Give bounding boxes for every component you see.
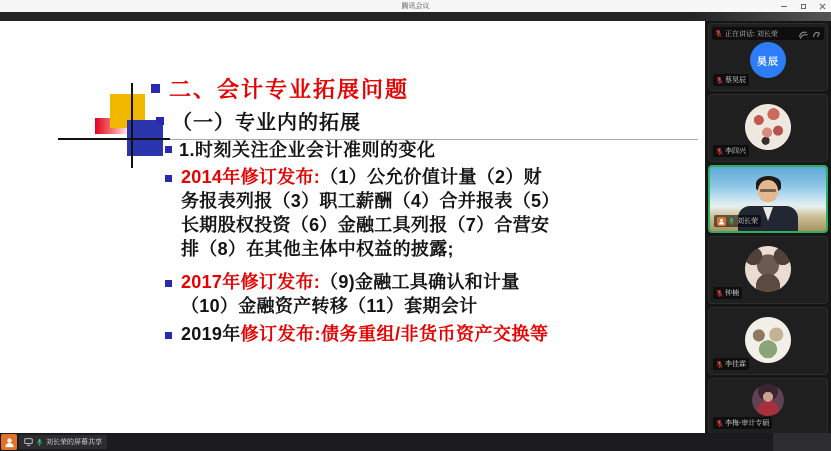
speaking-indicator	[712, 27, 824, 40]
wave-hand-icon[interactable]	[798, 29, 808, 39]
slide-decoration-horizontal-line	[58, 138, 170, 140]
wave-hand-icon[interactable]	[811, 29, 821, 39]
speaking-label: 正在讲话: 刘长荣	[725, 30, 778, 38]
slide-text-line	[181, 165, 631, 189]
participant-tile[interactable]	[708, 94, 828, 162]
slide-block-2014	[181, 165, 631, 261]
slide-block-2017	[181, 270, 631, 318]
mic-on-icon	[728, 217, 735, 226]
slide-block-2019	[181, 322, 631, 346]
bullet-square-icon	[151, 84, 160, 93]
participant-tile[interactable]	[708, 307, 828, 375]
restore-icon[interactable]	[798, 1, 808, 11]
meeting-top-bar	[0, 12, 831, 21]
titlebar	[0, 0, 831, 12]
avatar	[752, 384, 784, 416]
participant-name: 蔡昊辰	[725, 77, 746, 84]
slide-text: （1）公允价值计量（2）财	[320, 167, 542, 187]
window-controls	[779, 0, 827, 12]
bullet-square-icon	[165, 280, 172, 287]
participant-name-badge	[713, 358, 749, 370]
participant-name-badge	[714, 215, 761, 227]
monitor-icon	[24, 438, 33, 446]
minimize-icon[interactable]	[779, 1, 789, 11]
participant-name: 钟楠	[725, 290, 739, 297]
participant-name: 李梅-审计专硕	[725, 420, 770, 427]
screen-share-label: 刘长荣的屏幕共享	[46, 439, 102, 446]
slide-text-line: 务报表列报（3）职工薪酬（4）合并报表（5）	[181, 191, 560, 211]
slide-text-red: 2014年修订发布:	[181, 167, 321, 187]
slide-text-line	[181, 322, 631, 346]
slide-text-red: 修订发布:债务重组/非货币资产交换等	[240, 324, 549, 344]
participants-panel	[705, 21, 831, 433]
bullet-square-icon	[165, 175, 172, 182]
mic-muted-icon	[716, 76, 723, 85]
participant-tile[interactable]	[708, 378, 828, 433]
participant-name: 刘长荣	[737, 218, 758, 225]
avatar: 昊辰	[750, 42, 786, 78]
slide-text-line	[181, 270, 631, 294]
mic-on-icon	[36, 438, 43, 447]
participant-tile[interactable]	[708, 23, 828, 91]
shared-screen	[0, 21, 705, 433]
slide-text: 2019年	[181, 324, 241, 344]
participant-name-badge	[713, 145, 749, 157]
participant-name: 李佳霖	[725, 361, 746, 368]
bullet-square-icon	[156, 117, 164, 125]
system-tray[interactable]	[773, 433, 831, 451]
participant-name-badge	[713, 287, 742, 299]
mic-muted-icon	[716, 147, 723, 156]
participant-name: 李四兴	[725, 148, 746, 155]
slide-title: 二、会计专业拓展问题	[169, 77, 410, 102]
slide-text-line: 排（8）在其他主体中权益的披露;	[181, 239, 454, 259]
slide-point-1: 1.时刻关注企业会计准则的变化	[179, 140, 436, 160]
avatar	[745, 104, 791, 150]
mic-muted-icon	[716, 289, 723, 298]
slide-text-line: （10）金融资产转移（11）套期会计	[181, 296, 478, 316]
bullet-square-icon	[165, 146, 172, 153]
participant-name-badge	[713, 417, 772, 429]
host-icon	[717, 217, 726, 226]
screen-share-indicator[interactable]	[19, 435, 107, 449]
mic-muted-icon	[715, 29, 722, 38]
avatar	[745, 317, 791, 363]
slide-text-line: 长期股权投资（6）金融工具列报（7）合营安	[181, 215, 550, 235]
slide-text: （9)金融工具确认和计量	[320, 272, 520, 292]
mic-muted-icon	[716, 360, 723, 369]
participant-tile-active-speaker[interactable]	[708, 165, 828, 233]
close-icon[interactable]	[817, 1, 827, 11]
bullet-square-icon	[165, 332, 172, 339]
taskbar	[0, 433, 831, 451]
glasses	[760, 189, 776, 192]
window-title: 腾讯会议	[401, 3, 430, 10]
host-icon[interactable]	[1, 434, 17, 450]
participant-tile[interactable]	[708, 236, 828, 304]
avatar	[745, 246, 791, 292]
slide-subtitle: （一）专业内的拓展	[172, 112, 361, 134]
slide-text-red: 2017年修订发布:	[181, 272, 321, 292]
participant-name-badge	[713, 74, 749, 86]
slide-decoration-vertical-line	[131, 83, 133, 168]
mic-muted-icon	[716, 419, 723, 428]
